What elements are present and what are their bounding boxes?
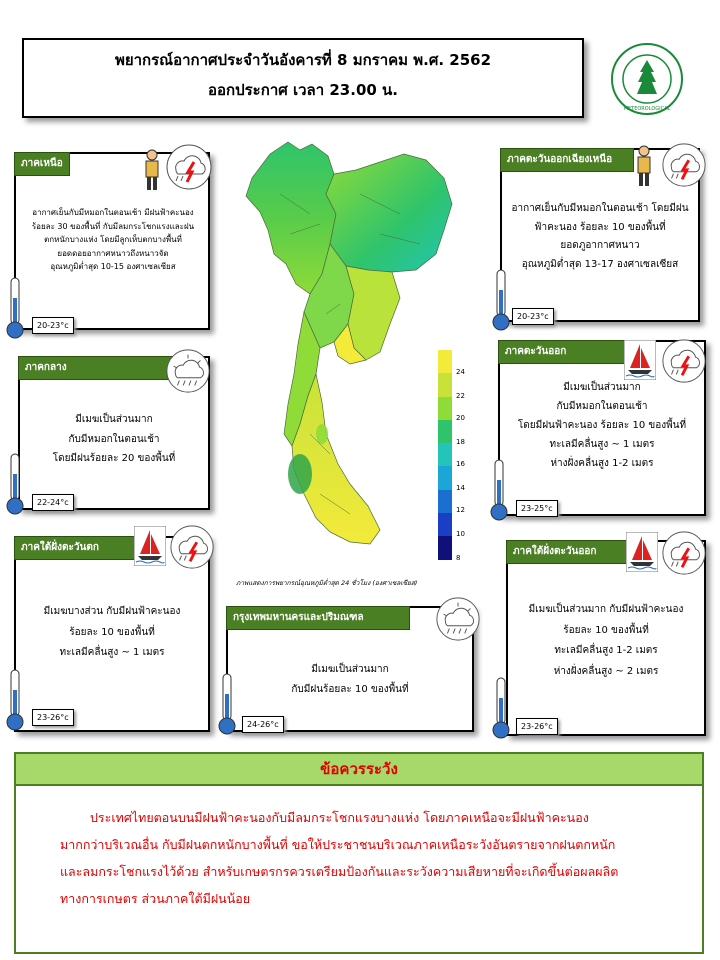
desc-line: อากาศเย็นกับมีหมอกในตอนเช้า มีฝนฟ้าคะนอง xyxy=(32,208,194,217)
legend-swatch xyxy=(438,466,452,489)
desc-line: มีเมฆเป็นส่วนมาก xyxy=(311,664,389,675)
storm-cloud-icon xyxy=(660,530,708,576)
storm-cloud-icon xyxy=(660,142,708,188)
legend-bar xyxy=(438,350,452,560)
temp-northeast: 20-23°c xyxy=(512,308,554,325)
temp-north: 20-23°c xyxy=(32,317,74,334)
desc-line: กับมีหมอกในตอนเช้า xyxy=(556,401,648,412)
warning-line: มากกว่าบริเวณอื่น กับมีฝนตกหนักบางพื้นที่ ขอให้ประชาชนบริเวณภาคเหนือระวังอันตรายจากฝนตกหนัก xyxy=(60,837,616,852)
desc-line: ทะเลมีคลื่นสูง 1-2 เมตร xyxy=(554,645,658,656)
desc-line: ตกหนักบางแห่ง โดยมีลูกเห็บตกบางพื้นที่ xyxy=(44,235,182,245)
desc-line: โดยมีฝนร้อยละ 20 ของพื้นที่ xyxy=(52,453,176,464)
region-label-north: ภาคเหนือ xyxy=(14,152,70,176)
legend-label: 24 xyxy=(456,368,465,376)
storm-cloud-icon xyxy=(164,144,214,190)
thermometer-icon xyxy=(4,452,26,516)
region-desc-south-east xyxy=(508,600,704,682)
person-cold-icon xyxy=(630,144,658,188)
sailboat-icon xyxy=(626,532,658,572)
temp-south-west: 23-26°c xyxy=(32,709,74,726)
temp-east: 23-25°c xyxy=(516,500,558,517)
rain-cloud-icon xyxy=(164,348,212,394)
region-desc-northeast xyxy=(502,200,698,274)
person-cold-icon xyxy=(138,148,166,192)
desc-line: มีเมฆเป็นส่วนมาก xyxy=(563,382,641,393)
warning-line: ทางการเกษตร ส่วนภาคใต้มีฝนน้อย xyxy=(60,891,251,906)
svg-text:METEOROLOGICAL: METEOROLOGICAL xyxy=(623,106,671,112)
desc-line: กับมีฝนร้อยละ 10 ของพื้นที่ xyxy=(291,683,409,695)
tmd-logo xyxy=(610,42,684,116)
desc-line: ยอดภูอากาศหนาว xyxy=(560,240,640,251)
region-desc-east xyxy=(500,378,704,473)
temp-south-east: 23-26°c xyxy=(516,718,558,735)
warning-box xyxy=(14,786,704,954)
desc-line: ร้อยละ 10 ของพื้นที่ xyxy=(563,624,649,636)
region-desc-central xyxy=(20,410,208,469)
desc-line: โดยมีฝนฟ้าคะนอง ร้อยละ 10 ของพื้นที่ xyxy=(517,420,687,431)
thermometer-icon xyxy=(216,672,238,736)
sailboat-icon xyxy=(134,526,166,566)
warning-line: และลมกระโชกแรงไว้ด้วย สำหรับเกษตรกรควรเตรียมป้องกันและระวังความเสียหายที่จะเกิดขึ้นต่อผลผลิต xyxy=(60,864,619,879)
map-legend xyxy=(438,350,498,562)
region-label-bangkok: กรุงเทพมหานครและปริมณฑล xyxy=(226,606,410,630)
desc-line: ร้อยละ 10 ของพื้นที่ xyxy=(69,626,155,638)
legend-label: 14 xyxy=(456,484,465,492)
legend-label: 20 xyxy=(456,414,465,422)
desc-line: มีเมฆเป็นส่วนมาก กับมีฝนฟ้าคะนอง xyxy=(528,604,684,615)
legend-swatch xyxy=(438,536,452,559)
legend-swatch xyxy=(438,490,452,513)
region-label-central: ภาคกลาง xyxy=(18,356,182,380)
legend-label: 18 xyxy=(456,438,465,446)
desc-line: ยอดดอยอากาศหนาวถึงหนาวจัด xyxy=(57,248,169,258)
region-label-northeast: ภาคตะวันออกเฉียงเหนือ xyxy=(500,148,634,172)
legend-swatch xyxy=(438,350,452,373)
legend-swatch xyxy=(438,373,452,396)
desc-line: อากาศเย็นกับมีหมอกในตอนเช้า โดยมีฝน xyxy=(511,203,689,214)
region-desc-north xyxy=(18,206,208,274)
desc-line: อุณหภูมิต่ำสุด 10-15 องศาเซลเซียส xyxy=(50,262,176,272)
desc-line: ห่างฝั่งคลื่นสูง 1-2 เมตร xyxy=(550,458,654,469)
region-label-east: ภาคตะวันออก xyxy=(498,340,636,364)
region-desc-south-west xyxy=(16,602,208,664)
legend-label: 10 xyxy=(456,530,465,538)
desc-line: ทะเลมีคลื่นสูง ~ 1 เมตร xyxy=(59,647,165,658)
legend-label: 8 xyxy=(456,554,461,562)
temp-central: 22-24°c xyxy=(32,494,74,511)
region-label-south-west: ภาคใต้ฝั่งตะวันตก xyxy=(14,536,138,560)
desc-line: มีเมฆบางส่วน กับมีฝนฟ้าคะนอง xyxy=(43,606,181,617)
issue-time: ออกประกาศ เวลา 23.00 น. xyxy=(208,81,398,99)
temp-bangkok: 24-26°c xyxy=(242,716,284,733)
thermometer-icon xyxy=(490,676,512,740)
storm-cloud-icon xyxy=(168,524,216,570)
legend-label: 12 xyxy=(456,506,465,514)
region-label-south-east: ภาคใต้ฝั่งตะวันออก xyxy=(506,540,636,564)
desc-line: มีเมฆเป็นส่วนมาก xyxy=(75,414,153,425)
legend-swatch xyxy=(438,420,452,443)
legend-swatch xyxy=(438,397,452,420)
forecast-title: พยากรณ์อากาศประจำวันอังคารที่ 8 มกราคม พ.ศ. 2562 xyxy=(114,51,492,69)
legend-label: 16 xyxy=(456,460,465,468)
thermometer-icon xyxy=(4,668,26,732)
desc-line: ฟ้าคะนอง ร้อยละ 10 ของพื้นที่ xyxy=(534,221,666,233)
thailand-temperature-map xyxy=(230,134,470,574)
sailboat-icon xyxy=(624,340,656,380)
desc-line: ทะเลมีคลื่นสูง ~ 1 เมตร xyxy=(549,439,655,450)
legend-swatch xyxy=(438,513,452,536)
rain-cloud-icon xyxy=(434,596,482,642)
thermometer-icon xyxy=(490,268,512,332)
warning-text xyxy=(60,804,700,912)
legend-swatch xyxy=(438,443,452,466)
warning-title: ข้อควรระวัง xyxy=(14,752,704,786)
desc-line: อุณหภูมิต่ำสุด 13-17 องศาเซลเซียส xyxy=(521,258,679,270)
map-caption: ภาพแสดงการพยากรณ์อุณหภูมิต่ำสุด 24 ชั่วโมง (องศาเซลเซียส) xyxy=(236,579,418,587)
header-title-box xyxy=(22,38,584,118)
desc-line: ร้อยละ 30 ของพื้นที่ กับมีลมกระโชกแรงและฝน xyxy=(31,221,195,231)
thermometer-icon xyxy=(4,276,26,340)
legend-label: 22 xyxy=(456,392,465,400)
desc-line: ห่างฝั่งคลื่นสูง ~ 2 เมตร xyxy=(553,665,659,677)
desc-line: กับมีหมอกในตอนเช้า xyxy=(68,433,160,445)
region-desc-bangkok xyxy=(230,660,470,699)
warning-line: ประเทศไทยตอนบนมีฝนฟ้าคะนองกับมีลมกระโชกแรงบางแห่ง โดยภาคเหนือจะมีฝนฟ้าคะนอง xyxy=(90,810,589,825)
